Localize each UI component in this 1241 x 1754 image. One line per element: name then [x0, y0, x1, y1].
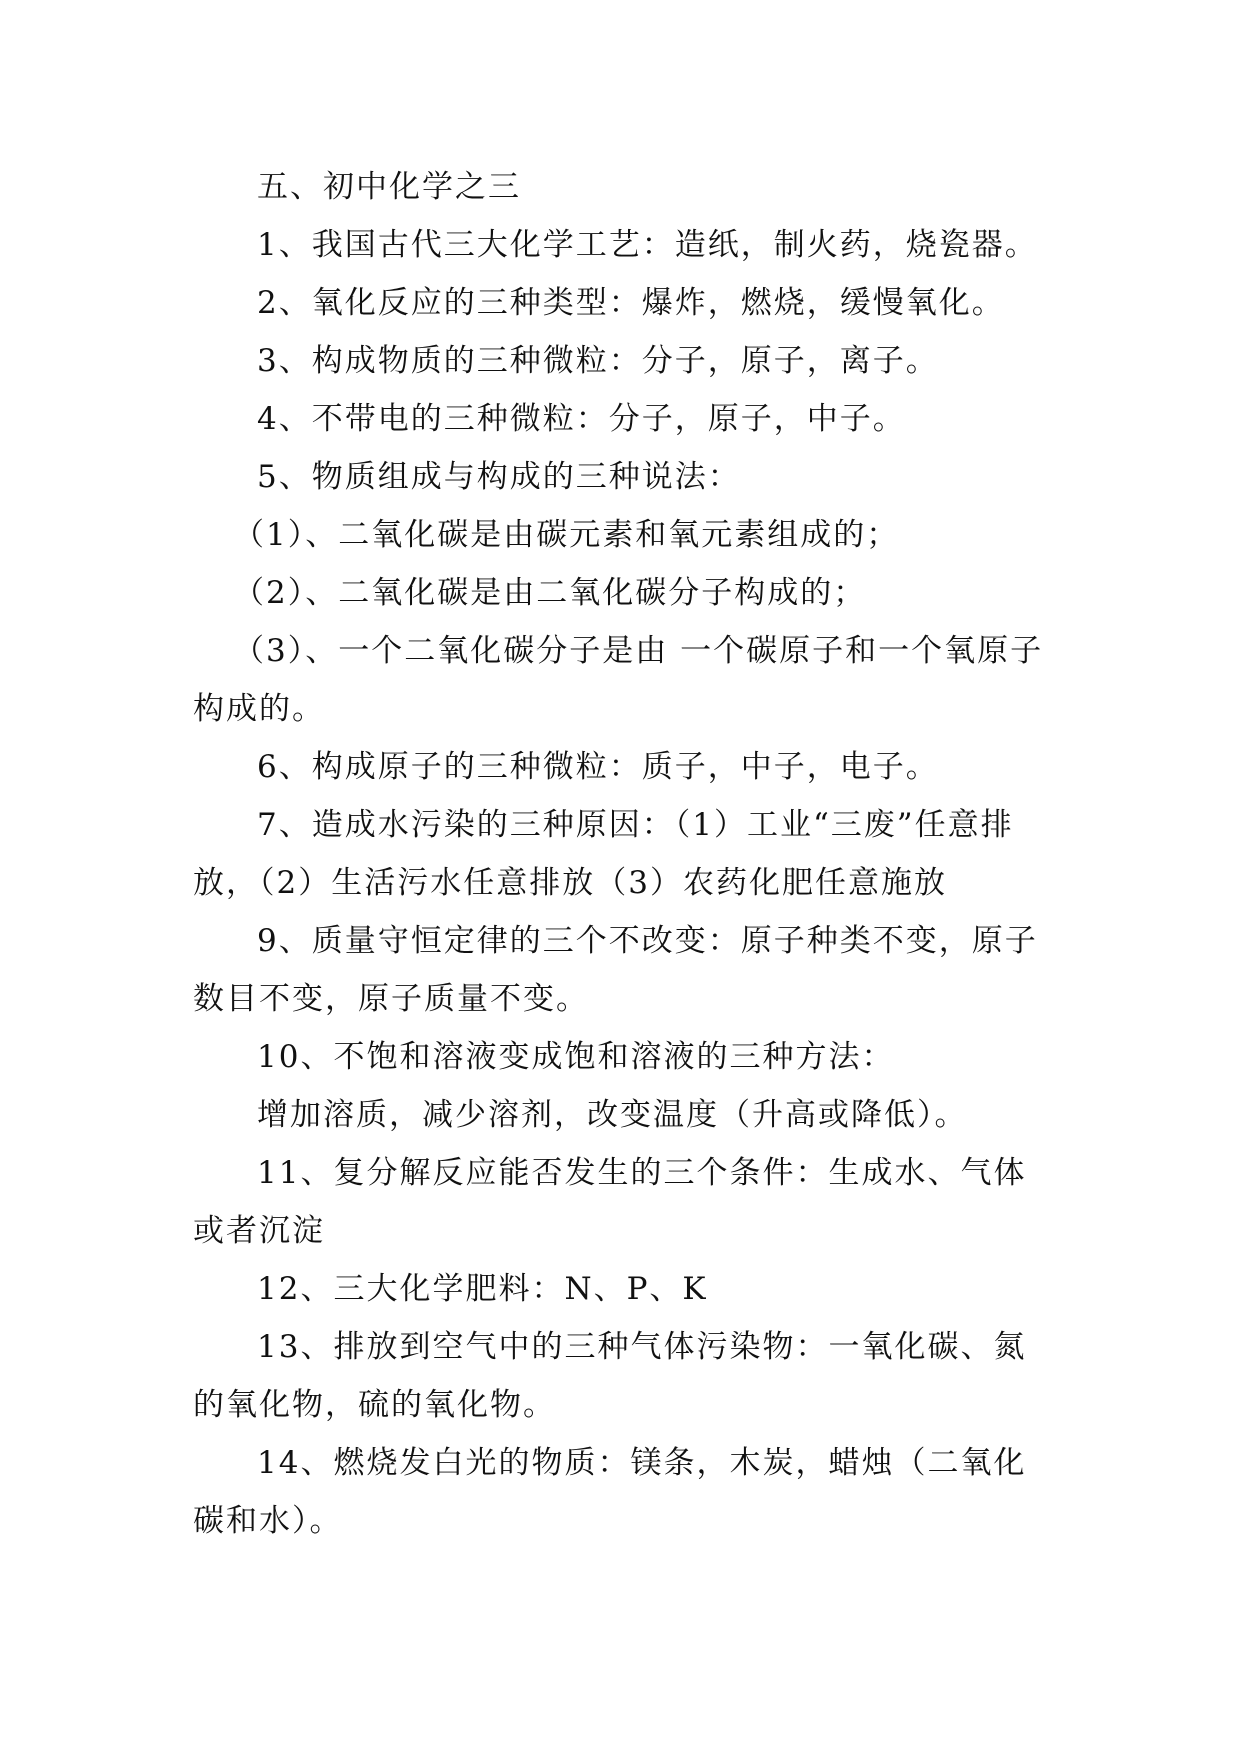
paragraph-item-5: 5、物质组成与构成的三种说法： [257, 459, 741, 495]
paragraph-item-1: 1、我国古代三大化学工艺：造纸，制火药，烧瓷器。 [257, 227, 1038, 263]
paragraph-item-3: 3、构成物质的三种微粒：分子，原子，离子。 [257, 343, 939, 379]
paragraph-sub-item-3: （3）、一个二氧化碳分子是由 一个碳原子和一个氧原子构成的。 [193, 633, 1044, 727]
document-body [193, 158, 1053, 1550]
paragraph-sub-item-2: （2）、二氧化碳是由二氧化碳分子构成的； [233, 575, 867, 611]
paragraph-item-10-detail: 增加溶质，减少溶剂，改变温度（升高或降低）。 [257, 1097, 968, 1133]
paragraph-item-2: 2、氧化反应的三种类型：爆炸，燃烧，缓慢氧化。 [257, 285, 1005, 321]
section-heading: 五、初中化学之三 [257, 169, 521, 205]
paragraph-item-9: 9、质量守恒定律的三个不改变：原子种类不变，原子数目不变，原子质量不变。 [193, 923, 1038, 1017]
paragraph-item-4: 4、不带电的三种微粒：分子，原子，中子。 [257, 401, 906, 437]
paragraph-item-11: 11、复分解反应能否发生的三个条件：生成水、气体或者沉淀 [193, 1155, 1027, 1249]
paragraph-item-10: 10、不饱和溶液变成饱和溶液的三种方法： [257, 1039, 895, 1075]
paragraph-item-6: 6、构成原子的三种微粒：质子，中子，电子。 [257, 749, 939, 785]
paragraph-item-7: 7、造成水污染的三种原因：（1）工业“三废”任意排放，（2）生活污水任意排放（3）农药化肥任意施放 [193, 807, 1014, 901]
paragraph-item-13: 13、排放到空气中的三种气体污染物：一氧化碳、氮的氧化物，硫的氧化物。 [193, 1329, 1027, 1423]
paragraph-item-14: 14、燃烧发白光的物质：镁条，木炭，蜡烛（二氧化碳和水）。 [193, 1445, 1027, 1539]
paragraph-item-12: 12、三大化学肥料：N、P、K [257, 1271, 708, 1307]
paragraph-sub-item-1: （1）、二氧化碳是由碳元素和氧元素组成的； [233, 517, 900, 553]
